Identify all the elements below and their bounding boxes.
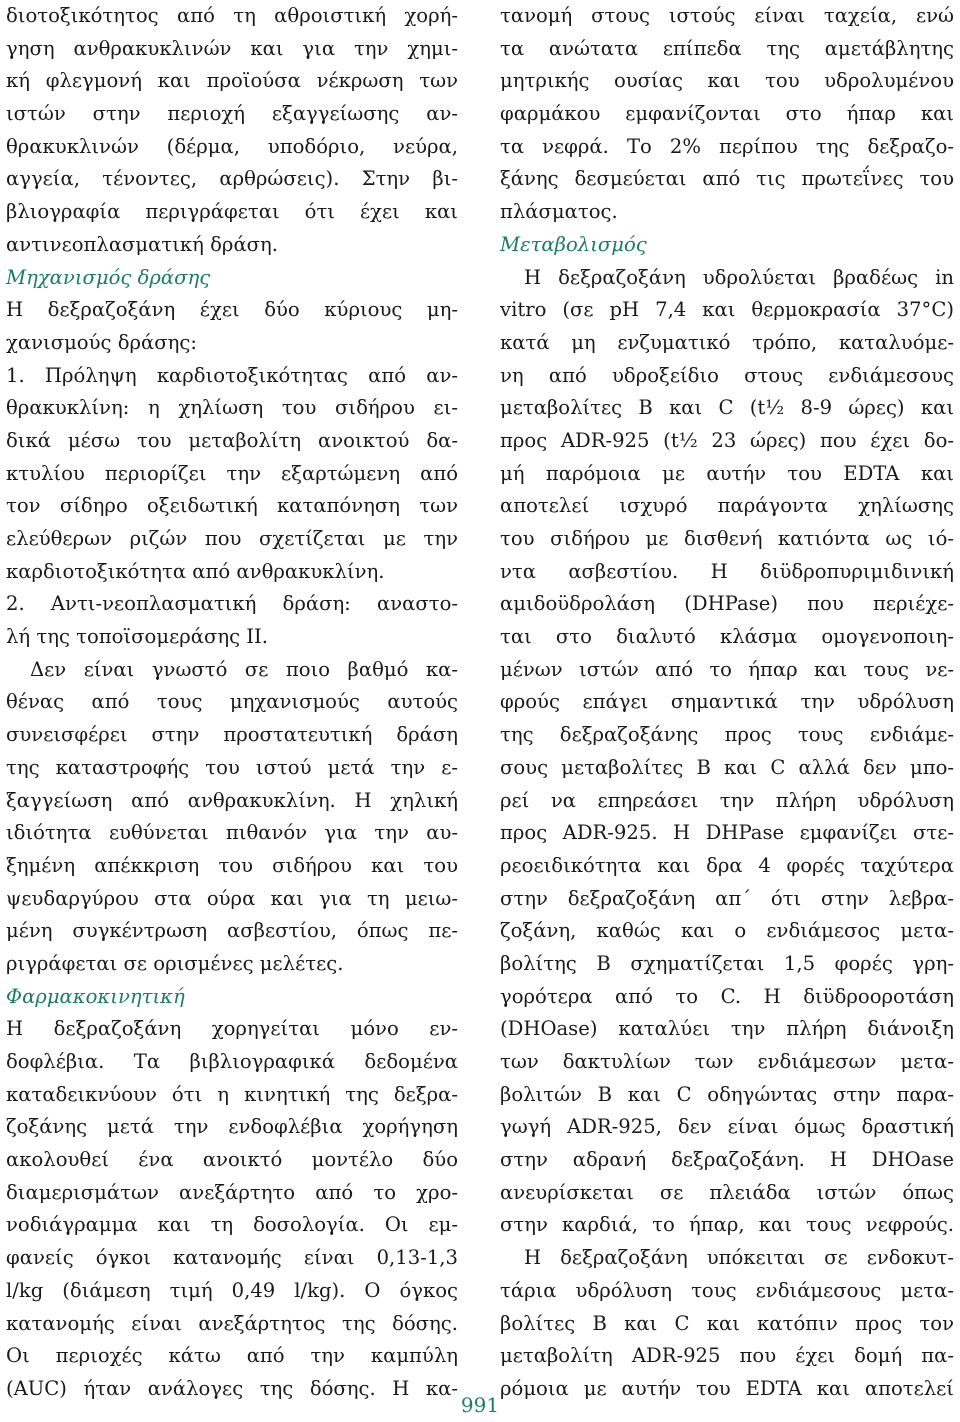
text-line: πλάσματος. [500, 200, 618, 224]
text-line: ζοξάνης μετά την ενδοφλέβια χορήγηση [6, 1115, 458, 1139]
text-line: τανομή στους ιστούς είναι ταχεία, ενώ [500, 4, 954, 27]
text-line: Η δεξραζοξάνη έχει δύο κύριους μη- [6, 298, 458, 322]
text-line: συνεισφέρει στην προστατευτική δράση [6, 723, 458, 747]
text-line: θρακυκλίνη: η χηλίωση του σιδήρου ει- [6, 396, 458, 420]
text-line: ρεοειδικότητα και δρα 4 φορές ταχύτερα [500, 853, 954, 877]
text-line: ρεί να επηρεάσει την πλήρη υδρόλυση [500, 788, 954, 812]
text-line: ριγράφεται σε ορισμένες μελέτες. [6, 951, 344, 975]
text-line: (DHOase) καταλύει την πλήρη διάνοιξη [500, 1017, 954, 1041]
text-line: φανείς όγκοι κατανομής είναι 0,13-1,3 [6, 1246, 458, 1270]
text-line: ται στο διαλυτό κλάσμα ομογενοποιη- [500, 625, 954, 649]
section-heading: Φαρμακοκινητική [6, 984, 185, 1008]
text-line: προς ADR-925. Η DHPase εμφανίζει στε- [500, 821, 954, 845]
text-line: αγγεία, τένοντες, αρθρώσεις). Στην βι- [6, 167, 458, 191]
text-line: 1. Πρόληψη καρδιοτοξικότητας από αν- [6, 363, 458, 387]
text-line: ρόμοια με αυτήν του EDTA και αποτελεί [500, 1376, 954, 1400]
left-column [6, 0, 458, 1406]
text-line: διαμερισμάτων ανεξάρτητο από το χρο- [6, 1180, 458, 1204]
text-line: διοτοξικότητος από τη αθροιστική χορή- [6, 4, 458, 27]
text-line: τα ανώτατα επίπεδα της αμετάβλητης [500, 36, 954, 60]
text-line: της καταστροφής του ιστού μετά την ε- [6, 755, 458, 779]
text-line: ξημένη απέκκριση του σιδήρου και του [6, 853, 458, 877]
text-line: ψευδαργύρου στα ούρα και για τη μειω- [6, 886, 458, 910]
text-line: του σιδήρου με δισθενή κατιόντα ως ιό- [500, 527, 954, 550]
text-line: λή της τοποϊσομεράσης ΙΙ. [6, 625, 268, 649]
text-line: μητρικής ουσίας και του υδρολυμένου [500, 69, 954, 93]
text-line: τάρια υδρόλυση τους ενδιάμεσους μετα- [500, 1278, 954, 1302]
text-line: κή φλεγμονή και προϊούσα νέκρωση των [6, 69, 458, 93]
text-line: δικά μέσω του μεταβολίτη ανοικτού δα- [6, 428, 458, 452]
text-line: φαρμάκου εμφανίζονται στο ήπαρ και [500, 102, 954, 126]
text-line: ξάνης δεσμεύεται από τις πρωτεΐνες του [500, 167, 954, 191]
text-line: ιδιότητα ευθύνεται πιθανόν για την αυ- [6, 821, 458, 845]
text-line: μεταβολίτη ADR-925 που έχει δομή πα- [500, 1344, 954, 1368]
text-line: γηση ανθρακυκλινών και για την χημι- [6, 36, 458, 60]
text-line: στην καρδιά, το ήπαρ, και τους νεφρούς. [500, 1213, 954, 1237]
text-line: δοφλέβια. Τα βιβλιογραφικά δεδομένα [6, 1050, 458, 1073]
text-line: βολίτες Β και C και κατόπιν προς τον [500, 1311, 954, 1335]
text-line: προς ADR-925 (t½ 23 ώρες) που έχει δο- [500, 428, 954, 452]
text-line: Η δεξραζοξάνη υπόκειται σε ενδοκυτ- [524, 1246, 954, 1270]
text-line: ελεύθερων ριζών που σχετίζεται με την [6, 527, 458, 550]
text-line: θένας από τους μηχανισμούς αυτούς [6, 690, 458, 714]
text-line: στην δεξραζοξάνη απ΄ ότι στην λεβρα- [500, 886, 954, 910]
text-line: μεταβολίτες Β και C (t½ 8-9 ώρες) και [500, 396, 954, 420]
text-line: vitro (σε pH 7,4 και θερμοκρασία 37°C) [500, 298, 954, 322]
text-line: (AUC) ήταν ανάλογες της δόσης. Η κα- [6, 1376, 458, 1400]
text-line: Η δεξραζοξάνη χορηγείται μόνο εν- [6, 1017, 458, 1041]
text-line: κατανομής είναι ανεξάρτητος της δόσης. [6, 1311, 458, 1335]
text-line: κτυλίου περιορίζει την εξαρτώμενη από [6, 461, 458, 485]
text-line: θρακυκλινών (δέρμα, υποδόριο, νεύρα, [6, 134, 458, 158]
text-line: νοδιάγραμμα και τη δοσολογία. Οι εμ- [6, 1213, 458, 1237]
section-heading: Μεταβολισμός [500, 232, 647, 256]
text-line: γορότερα από το C. Η διϋδροοροτάση [500, 984, 954, 1008]
text-line: νη από υδροξείδιο στους ενδιάμεσους [500, 363, 954, 387]
text-line: ζοξάνη, καθώς και ο ενδιάμεσος μετα- [500, 919, 954, 943]
text-line: 2. Αντι-νεοπλασματική δράση: αναστο- [6, 592, 458, 616]
text-line: φρούς επάγει σημαντικά την υδρόλυση [500, 690, 954, 714]
text-line: μένη συγκέντρωση ασβεστίου, όπως πε- [6, 919, 458, 943]
text-line: βολίτης Β σχηματίζεται 1,5 φορές γρη- [500, 951, 954, 975]
text-line: μή παρόμοια με αυτήν του EDTA και [500, 461, 954, 485]
text-line: καρδιοτοξικότητα από ανθρακυκλίνη. [6, 559, 385, 583]
section-heading: Μηχανισμός δράσης [6, 265, 211, 289]
text-line: Η δεξραζοξάνη υδρολύεται βραδέως in [524, 265, 954, 289]
text-line: αντινεοπλασματική δράση. [6, 232, 279, 256]
text-line: τα νεφρά. Το 2% περίπου της δεξραζο- [500, 134, 954, 158]
text-line: στην αδρανή δεξραζοξάνη. Η DHOase [500, 1148, 954, 1172]
text-line: αμιδοϋδρολάση (DHPase) που περιέχε- [500, 592, 954, 616]
text-line: τον σίδηρο οξειδωτική καταπόνηση των [6, 494, 458, 518]
text-line: βολιτών Β και C οδηγώντας στην παρα- [500, 1082, 954, 1106]
text-line: κατά μη ενζυματικό τρόπο, καταλυόμε- [500, 330, 954, 354]
text-line: χανισμούς δράσης: [6, 330, 197, 354]
text-line: ιστών στην περιοχή εξαγγείωσης αν- [6, 102, 458, 126]
text-line: γωγή ADR-925, δεν είναι όμως δραστική [500, 1115, 954, 1139]
text-line: l/kg (διάμεση τιμή 0,49 l/kg). Ο όγκος [6, 1278, 458, 1302]
text-line: των δακτυλίων των ενδιάμεσων μετα- [500, 1050, 954, 1073]
text-line: ντα ασβεστίου. Η διϋδροπυριμιδινική [500, 559, 954, 583]
text-line: της δεξραζοξάνης προς τους ενδιάμε- [500, 723, 954, 747]
text-line: βλιογραφία περιγράφεται ότι έχει και [6, 200, 458, 224]
text-line: ξαγγείωση από ανθρακυκλίνη. Η χηλική [6, 788, 458, 812]
text-line: καταδεικνύουν ότι η κινητική της δεξρα- [6, 1082, 458, 1106]
text-line: ακολουθεί ένα ανοικτό μοντέλο δύο [6, 1148, 458, 1172]
text-line: ανευρίσκεται σε πλειάδα ιστών όπως [500, 1180, 954, 1204]
page-number: 991 [460, 1393, 500, 1417]
text-line: Δεν είναι γνωστό σε ποιο βαθμό κα- [30, 657, 458, 681]
text-line: αποτελεί ισχυρό παράγοντα χηλίωσης [500, 494, 954, 518]
text-line: σους μεταβολίτες Β και C αλλά δεν μπο- [500, 755, 954, 779]
text-line: Οι περιοχές κάτω από την καμπύλη [6, 1344, 458, 1368]
right-column [500, 0, 954, 1406]
text-line: μένων ιστών από το ήπαρ και τους νε- [500, 657, 954, 681]
